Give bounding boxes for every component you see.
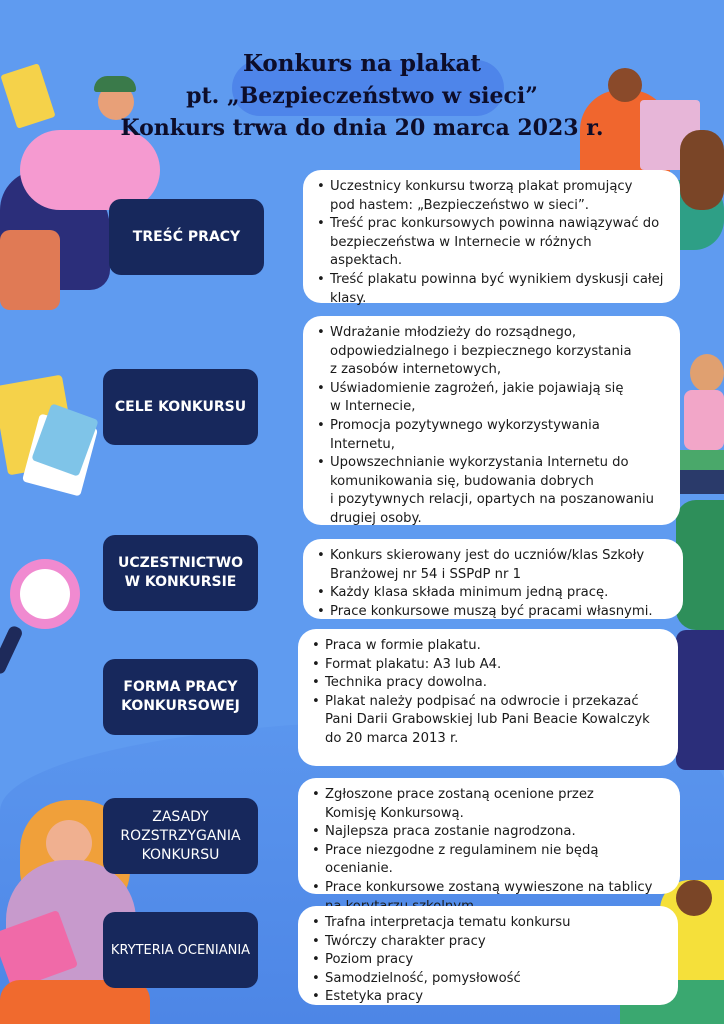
list-item: • Upowszechnianie wykorzystania Internetu do komunikowania się, budowania dobrych i pozytywnych relacji, opartych na poszanowaniu drugiej osoby. [317,454,666,528]
list-item: • Najlepsza praca zostanie nagrodzona. [312,823,666,842]
book-illustration-left [0,380,100,500]
list-item: • Zgłoszone prace zostaną ocenione przez Komisję Konkursową. [312,786,666,823]
list-item: • Treść plakatu powinna być wynikiem dyskusji całej klasy. [317,271,666,308]
section-label-kryteria: KRYTERIA OCENIANIA [103,912,258,988]
title-line-2: pt. „Bezpieczeństwo w sieci” [186,83,538,109]
title-line-1: Konkurs na plakat [242,50,482,77]
section-card-cele-konkursu [303,316,680,525]
section-label-forma-pracy: FORMA PRACY KONKURSOWEJ [103,659,258,735]
section-card-forma-pracy [298,629,678,766]
magnifier-illustration [0,555,90,685]
list-item: • Trafna interpretacja tematu konkursu [312,914,664,933]
section-label-tresc-pracy: TREŚĆ PRACY [109,199,264,275]
section-card-zasady [298,778,680,894]
list-item: • Konkurs skierowany jest do uczniów/klas Szkoły Branżowej nr 54 i SSPdP nr 1 [317,547,669,584]
list-item: • Prace konkursowe zostaną wywieszone na tablicy [312,879,666,916]
list-item: • Promocja pozytywnego wykorzystywania Internetu, [317,417,666,454]
section-label-uczestnictwo: UCZESTNICTWO W KONKURSIE [103,535,258,611]
list-item: • Estetyka pracy [312,988,664,1007]
list-item: • Każdy klasa składa minimum jedną pracę. [317,584,669,603]
section-label-cele-konkursu: CELE KONKURSU [103,369,258,445]
section-card-uczestnictwo [303,539,683,619]
list-item: • Uczestnicy konkursu tworzą plakat promujący pod hastem: „Bezpieczeństwo w sieci”. [317,178,666,215]
list-item: • Uświadomienie zagrożeń, jakie pojawiają się w Internecie, [317,380,666,417]
list-item: • Plakat należy podpisać na odwrocie i przekazać Pani Darii Grabowskiej lub Pani Beacie Kowalczyk do 20 marca 2013 r. [312,693,664,749]
list-item: • Prace niezgodne z regulaminem nie będą ocenianie. [312,842,666,879]
section-card-tresc-pracy [303,170,680,306]
list-item: • Format plakatu: A3 lub A4. [312,656,664,675]
title-line-3: Konkurs trwa do dnia 20 marca 2023 r. [120,115,604,141]
list-item: • Poziom pracy [312,951,664,970]
section-card-kryteria [298,906,678,1005]
list-item: • Wdrażanie młodzieży do rozsądnego, odpowiedzialnego i bezpiecznego korzystania z zasobów internetowych, [317,324,666,380]
list-item: • Technika pracy dowolna. [312,674,664,693]
list-item: • Praca w formie plakatu. [312,637,664,656]
list-item: • Samodzielność, pomysłowość [312,970,664,989]
list-item: • Treść prac konkursowych powinna nawiązywać do bezpieczeństwa w Internecie w różnych aspektach. [317,215,666,271]
list-item: • Twórczy charakter pracy [312,933,664,952]
list-item: • Prace konkursowe muszą być pracami własnymi. [317,603,669,622]
reader-illustration-right [676,350,724,770]
page-title [0,48,724,144]
section-label-zasady: ZASADY ROZSTRZYGANIA KONKURSU [103,798,258,874]
